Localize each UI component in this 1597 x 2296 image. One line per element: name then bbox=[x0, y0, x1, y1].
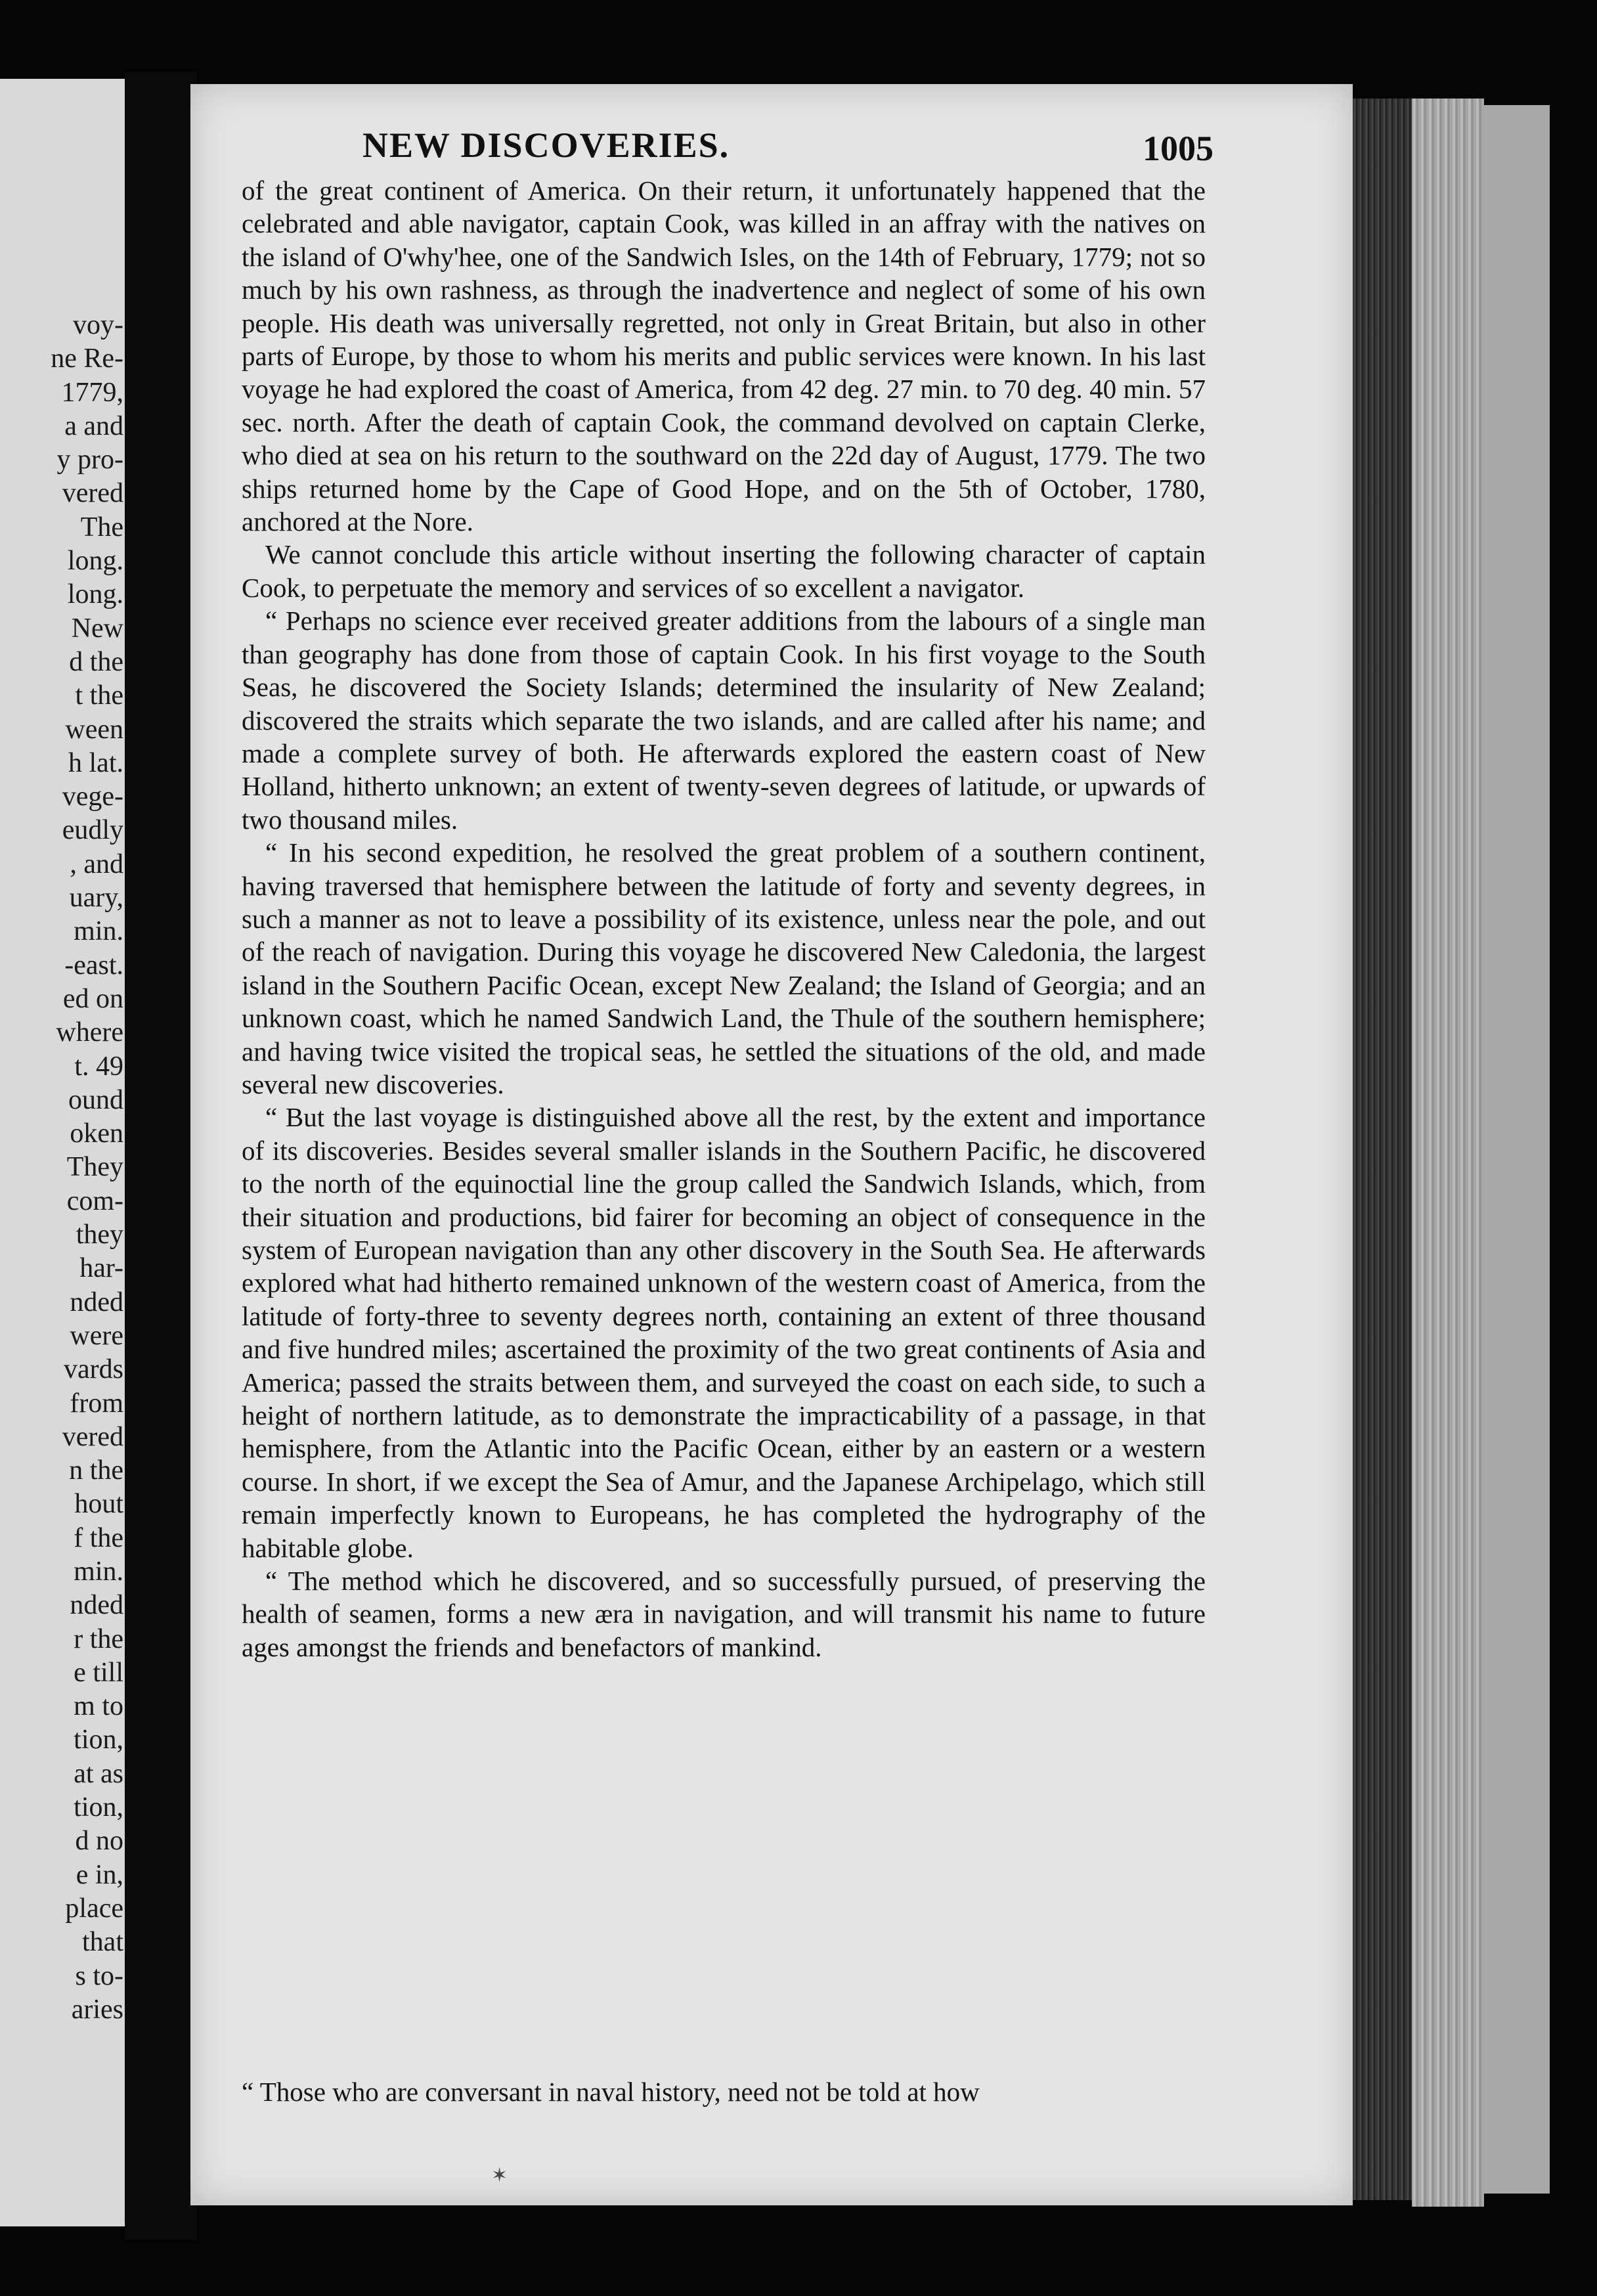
left-page-line-fragment: h lat. bbox=[68, 747, 123, 778]
left-page-line-fragment: New bbox=[71, 613, 123, 644]
paragraph: “ But the last voyage is distinguished above all the rest, by the extent and importance of its discoveries. Besides several smaller islands in the Southern Pacific, he discovered to the north of the equinoctial line the group called the Sandwich Islands, which, from their situation and productions, bid fairer for becoming an object of consequence in the system of European navigation than any other discovery in the South Sea. He afterwards explored what had hitherto remained unknown of the western coast of America, from the latitude of forty-three to seventy degrees north, containing an extent of three thousand and five hundred miles; ascertained the proximity of the two great continents of Asia and America; passed the straits between them, and surveyed the coast on each side, to such a height of northern latitude, as to demonstrate the impracticability of a passage, in that hemisphere, from the Atlantic into the Pacific Ocean, either by an eastern or a western course. In short, if we except the Sea of Amur, and the Japanese Archipelago, which still remain imperfectly known to Europeans, he has completed the hydrography of the habitable globe. bbox=[242, 1102, 1206, 1563]
left-page-line-fragment: They bbox=[66, 1152, 123, 1183]
left-page-line-fragment: ed on bbox=[62, 983, 123, 1014]
left-page-line-fragment: r the bbox=[74, 1623, 123, 1654]
left-page-line-fragment: place bbox=[65, 1893, 123, 1924]
left-page-line-fragment: nded bbox=[70, 1590, 123, 1621]
left-page-line-fragment: e in, bbox=[76, 1859, 123, 1890]
paragraph: “ The method which he discovered, and so successfully pursued, of preserving the health of seamen, forms a new æra in navigation, and will transmit his name to future ages amongst the friends and benefactors of mankind. bbox=[242, 1566, 1206, 1662]
left-page-line-fragment: eudly bbox=[62, 815, 123, 846]
left-page-line-fragment: com- bbox=[66, 1185, 123, 1216]
left-page-line-fragment: tion, bbox=[74, 1792, 123, 1823]
left-page-line-fragment: where bbox=[56, 1017, 123, 1048]
paragraph: We cannot conclude this article without inserting the following character of captain Cook, to perpetuate the memory and services of so excellent a navigator. bbox=[242, 539, 1206, 603]
left-page-line-fragment: at as bbox=[74, 1758, 123, 1789]
left-page-line-fragment: a and bbox=[64, 410, 123, 441]
left-page-line-fragment: ween bbox=[65, 714, 123, 745]
left-page-line-fragment: aries bbox=[71, 1994, 123, 2025]
left-page-line-fragment: The bbox=[80, 512, 123, 542]
page-stack-edge bbox=[1412, 99, 1484, 2207]
left-page-line-fragment: oken bbox=[70, 1118, 123, 1149]
left-page-line-fragment: e till bbox=[74, 1657, 123, 1688]
left-page-line-fragment: d the bbox=[69, 646, 123, 677]
left-page-line-fragment: s to- bbox=[75, 1960, 123, 1991]
left-page-line-fragment: vege- bbox=[62, 782, 123, 812]
left-page-line-fragment: y pro- bbox=[56, 445, 123, 475]
left-page-line-fragment: vered bbox=[62, 478, 123, 509]
left-page-line-fragment: d no bbox=[75, 1826, 123, 1857]
left-page-line-fragment: tion, bbox=[74, 1725, 123, 1755]
page-number: 1005 bbox=[1143, 129, 1214, 168]
book-gutter bbox=[125, 72, 197, 2240]
left-page-line-fragment: ound bbox=[68, 1084, 123, 1115]
left-page-line-fragment: f the bbox=[74, 1522, 123, 1553]
left-page-line-fragment: were bbox=[70, 1320, 123, 1351]
final-line: “ Those who are conversant in naval history, need not be told at how bbox=[242, 2077, 980, 2107]
left-page-line-fragment: n the bbox=[69, 1455, 123, 1486]
left-page-line-fragment: vards bbox=[64, 1354, 123, 1385]
left-page-line-fragment: , and bbox=[70, 849, 123, 879]
left-page-line-fragment: min. bbox=[74, 1556, 123, 1587]
left-page-line-fragment: that bbox=[82, 1927, 123, 1958]
paragraph: “ In his second expedition, he resolved the great problem of a southern continent, having traversed that hemisphere between the latitude of forty and seventy degrees, in such a manner as not to leave a possibility of its existence, unless near the pole, and out of the reach of navigation. During this voyage he discovered New Caledonia, the largest island in the Southern Pacific Ocean, except New Zealand; the Island of Georgia; and an unknown coast, which he named Sandwich Land, the Thule of the southern hemisphere; and having twice visited the tropical seas, he settled the situations of the old, and made several new discoveries. bbox=[242, 837, 1206, 1099]
left-page-line-fragment: 1779, bbox=[61, 377, 123, 408]
left-page-line-fragment: t the bbox=[75, 680, 123, 711]
paragraph: of the great continent of America. On their return, it unfortunately happened that the celebrated and able navigator, captain Cook, was killed in an affray with the natives on the island of O'why'hee, one of the Sandwich Isles, on the 14th of February, 1779; not so much by his own rashness, as through the inadvertence and neglect of some of his own people. His death was universally regretted, not only in Great Britain, but also in other parts of Europe, by those to whom his merits and public services were known. In his last voyage he had explored the coast of America, from 42 deg. 27 min. to 70 deg. 40 min. 57 sec. north. After the death of captain Cook, the command devolved on captain Clerke, who died at sea on his return to the southward on the 22d day of August, 1779. The two ships returned home by the Cape of Good Hope, and on the 5th of October, 1780, anchored at the Nore. bbox=[242, 175, 1206, 537]
running-head: NEW DISCOVERIES. bbox=[362, 125, 730, 165]
paragraph: “ Perhaps no science ever received greater additions from the labours of a single man than geography has done from those of captain Cook. In his first voyage to the South Seas, he discovered the Society Islands; determined the insularity of New Zealand; discovered the straits which separate the two islands, and are called after his name; and made a complete survey of both. He afterwards explored the eastern coast of New Holland, hitherto unknown; an extent of twenty-seven degrees of latitude, or upwards of two thousand miles. bbox=[242, 606, 1206, 835]
left-page-line-fragment: t. 49 bbox=[74, 1051, 123, 1082]
left-page-text-column bbox=[5, 309, 123, 2027]
left-page-line-fragment: long. bbox=[67, 579, 123, 610]
left-page-line-fragment: m to bbox=[74, 1691, 123, 1722]
left-page-line-fragment: from bbox=[70, 1388, 123, 1419]
left-page-line-fragment: vered bbox=[62, 1421, 123, 1452]
left-page-line-fragment: voy- bbox=[73, 310, 123, 340]
left-page-line-fragment: ne Re- bbox=[51, 343, 123, 374]
left-page-line-fragment: long. bbox=[67, 546, 123, 577]
left-page-line-fragment: -east. bbox=[64, 950, 123, 981]
left-page-line-fragment: they bbox=[76, 1220, 123, 1250]
left-page-line-fragment: min. bbox=[74, 916, 123, 947]
page-fore-edge bbox=[1353, 99, 1412, 2200]
printer-mark: ✶ bbox=[491, 2165, 508, 2186]
left-page-line-fragment: nded bbox=[70, 1287, 123, 1317]
body-text bbox=[242, 174, 1206, 1664]
left-page-line-fragment: har- bbox=[79, 1253, 123, 1284]
left-page-line-fragment: uary, bbox=[69, 883, 123, 914]
left-page-line-fragment: hout bbox=[74, 1489, 123, 1520]
